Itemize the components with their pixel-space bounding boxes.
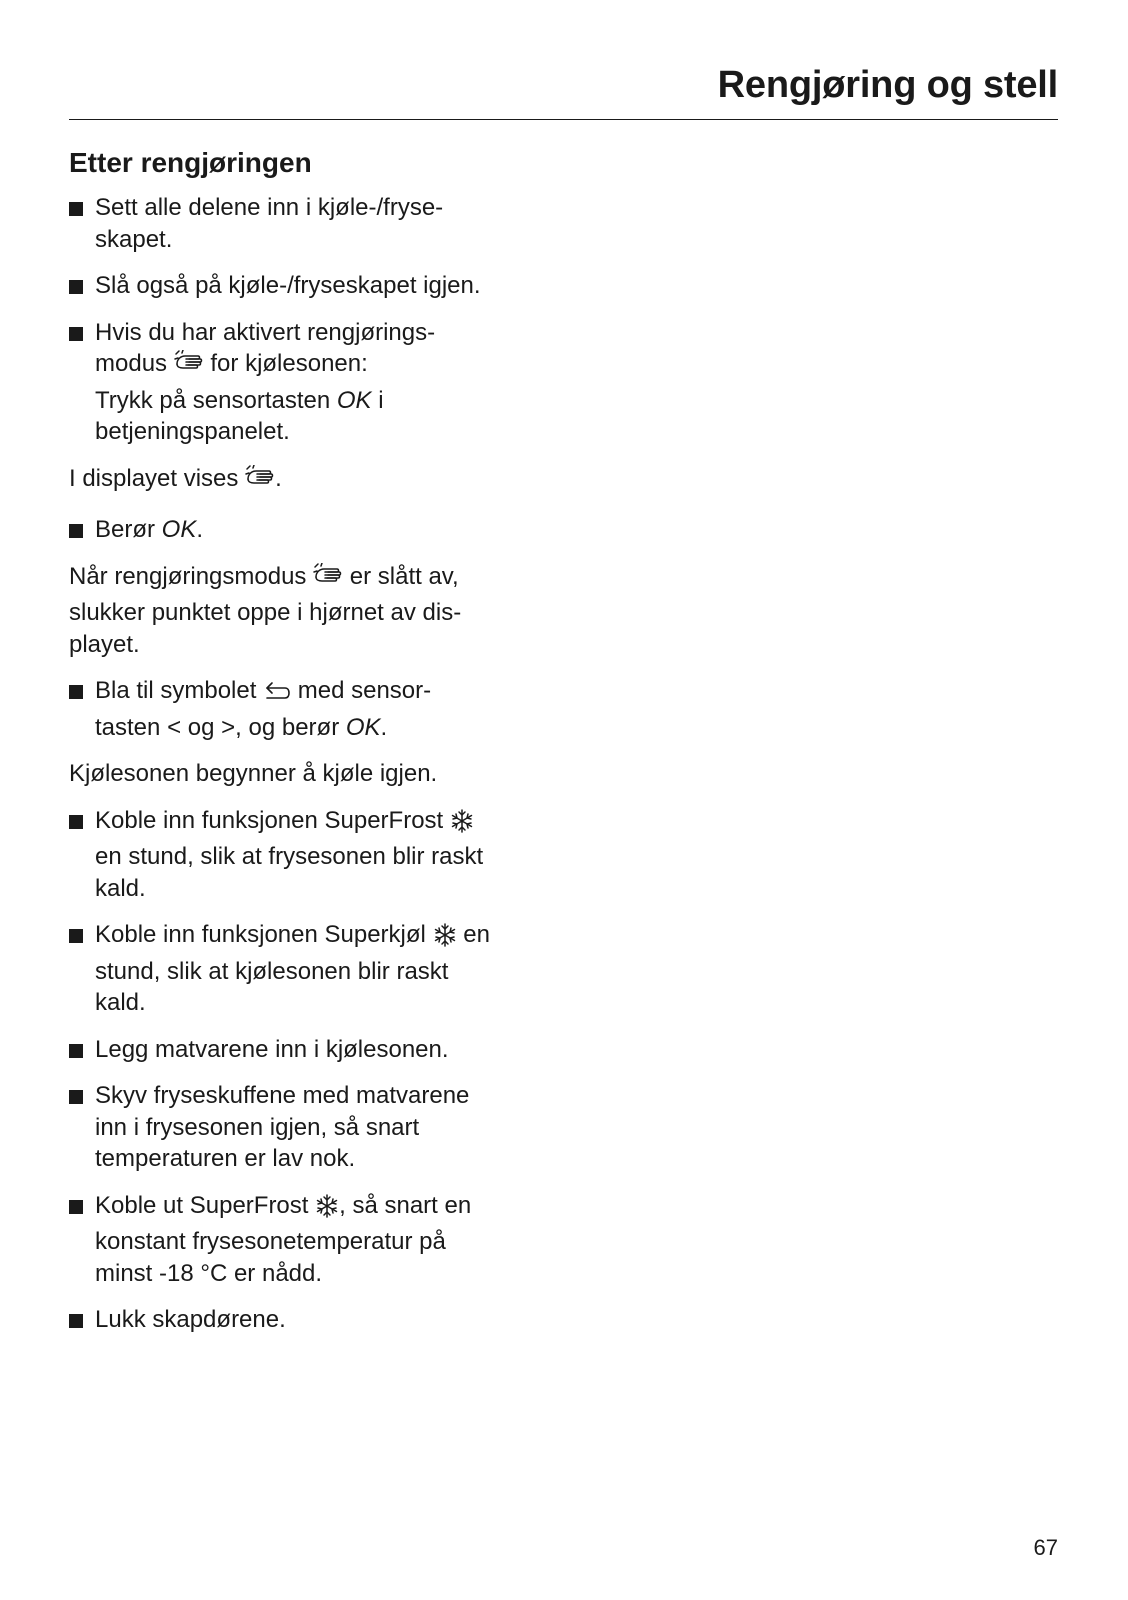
item-text: Legg matvarene inn i kjølesonen.	[95, 1035, 449, 1063]
item-text: en	[463, 921, 490, 948]
snowflake-icon	[433, 923, 457, 956]
item-text: i	[378, 386, 384, 414]
item-text: Bla til symbolet	[95, 677, 257, 704]
item-text: Kjølesonen begynner å kjøle igjen.	[69, 760, 438, 787]
page-title: Rengjøring og stell	[717, 64, 1058, 106]
paragraph	[69, 758, 569, 790]
item-text: tasten	[95, 713, 161, 741]
item-text: Koble ut SuperFrost	[95, 1191, 309, 1219]
ok-key-label: OK	[345, 713, 381, 741]
item-text: og	[187, 713, 215, 741]
item-text: .	[196, 516, 204, 543]
page-number: 67	[1033, 1535, 1058, 1560]
item-text: Koble inn funksjonen Superkjøl	[95, 921, 426, 948]
list-item	[69, 1304, 569, 1336]
item-text: kald.	[95, 989, 146, 1016]
item-text: er slått av,	[349, 562, 459, 590]
list-item	[69, 270, 569, 302]
item-text: Lukk skapdørene.	[95, 1306, 286, 1333]
list-item	[69, 1080, 569, 1175]
right-key-symbol: >	[221, 713, 236, 741]
item-text: inn i frysesonen igjen, så snart	[95, 1113, 420, 1141]
list-item	[69, 1034, 569, 1066]
item-text: , og berør	[235, 713, 340, 741]
list-item	[69, 805, 569, 905]
paragraph	[69, 561, 569, 661]
paragraph	[69, 463, 569, 500]
item-text: temperaturen er lav nok.	[95, 1145, 356, 1172]
item-text: .	[275, 464, 282, 492]
item-text: med sensor-	[297, 677, 432, 704]
section-title: Etter rengjøringen	[69, 147, 312, 178]
item-text: Koble inn funksjonen SuperFrost	[95, 806, 444, 834]
snowflake-icon	[315, 1194, 339, 1227]
item-text: skapet.	[95, 225, 173, 253]
list-item	[69, 514, 569, 546]
item-text: Berør	[95, 516, 155, 543]
item-text: slukker punktet oppe i hjørnet av dis-	[69, 599, 462, 626]
list-item	[69, 192, 569, 255]
item-text: stund, slik at kjølesonen blir raskt	[95, 957, 449, 985]
header-divider	[69, 119, 1058, 120]
left-key-symbol: <	[167, 713, 182, 741]
item-text: en stund, slik at frysesonen blir raskt	[95, 843, 484, 870]
item-text: betjeningspanelet.	[95, 418, 290, 445]
item-text: Slå også på kjøle-/fryseskapet igjen.	[95, 272, 481, 299]
ok-key-label: OK	[161, 516, 197, 543]
cleaning-section	[69, 146, 569, 1351]
snowflake-icon	[450, 809, 474, 842]
item-text: Skyv fryseskuffene med matvarene	[95, 1082, 470, 1109]
cleaning-hand-icon	[313, 563, 343, 598]
item-text: .	[380, 713, 388, 741]
item-text: I displayet vises	[69, 464, 239, 492]
item-text: , så snart en	[339, 1191, 472, 1219]
item-text: Når rengjøringsmodus	[69, 562, 307, 590]
item-text: Sett alle delene inn i kjøle-/fryse-	[95, 194, 444, 221]
list-item	[69, 1190, 569, 1290]
item-text: modus	[95, 350, 168, 377]
item-text: playet.	[69, 630, 140, 658]
cleaning-hand-icon	[245, 465, 275, 500]
item-text: Hvis du har aktivert rengjørings-	[95, 318, 436, 346]
item-text: kald.	[95, 874, 146, 902]
cleaning-hand-icon	[174, 350, 204, 385]
list-item	[69, 317, 569, 448]
item-text: minst -18 °C er nådd.	[95, 1259, 323, 1287]
item-text: Trykk på sensortasten	[95, 386, 331, 414]
list-item	[69, 675, 569, 743]
item-text: konstant frysesonetemperatur på	[95, 1228, 446, 1255]
item-text: for kjølesonen:	[210, 350, 368, 377]
back-arrow-icon	[263, 680, 291, 712]
list-item	[69, 919, 569, 1019]
ok-key-label: OK	[336, 386, 372, 414]
